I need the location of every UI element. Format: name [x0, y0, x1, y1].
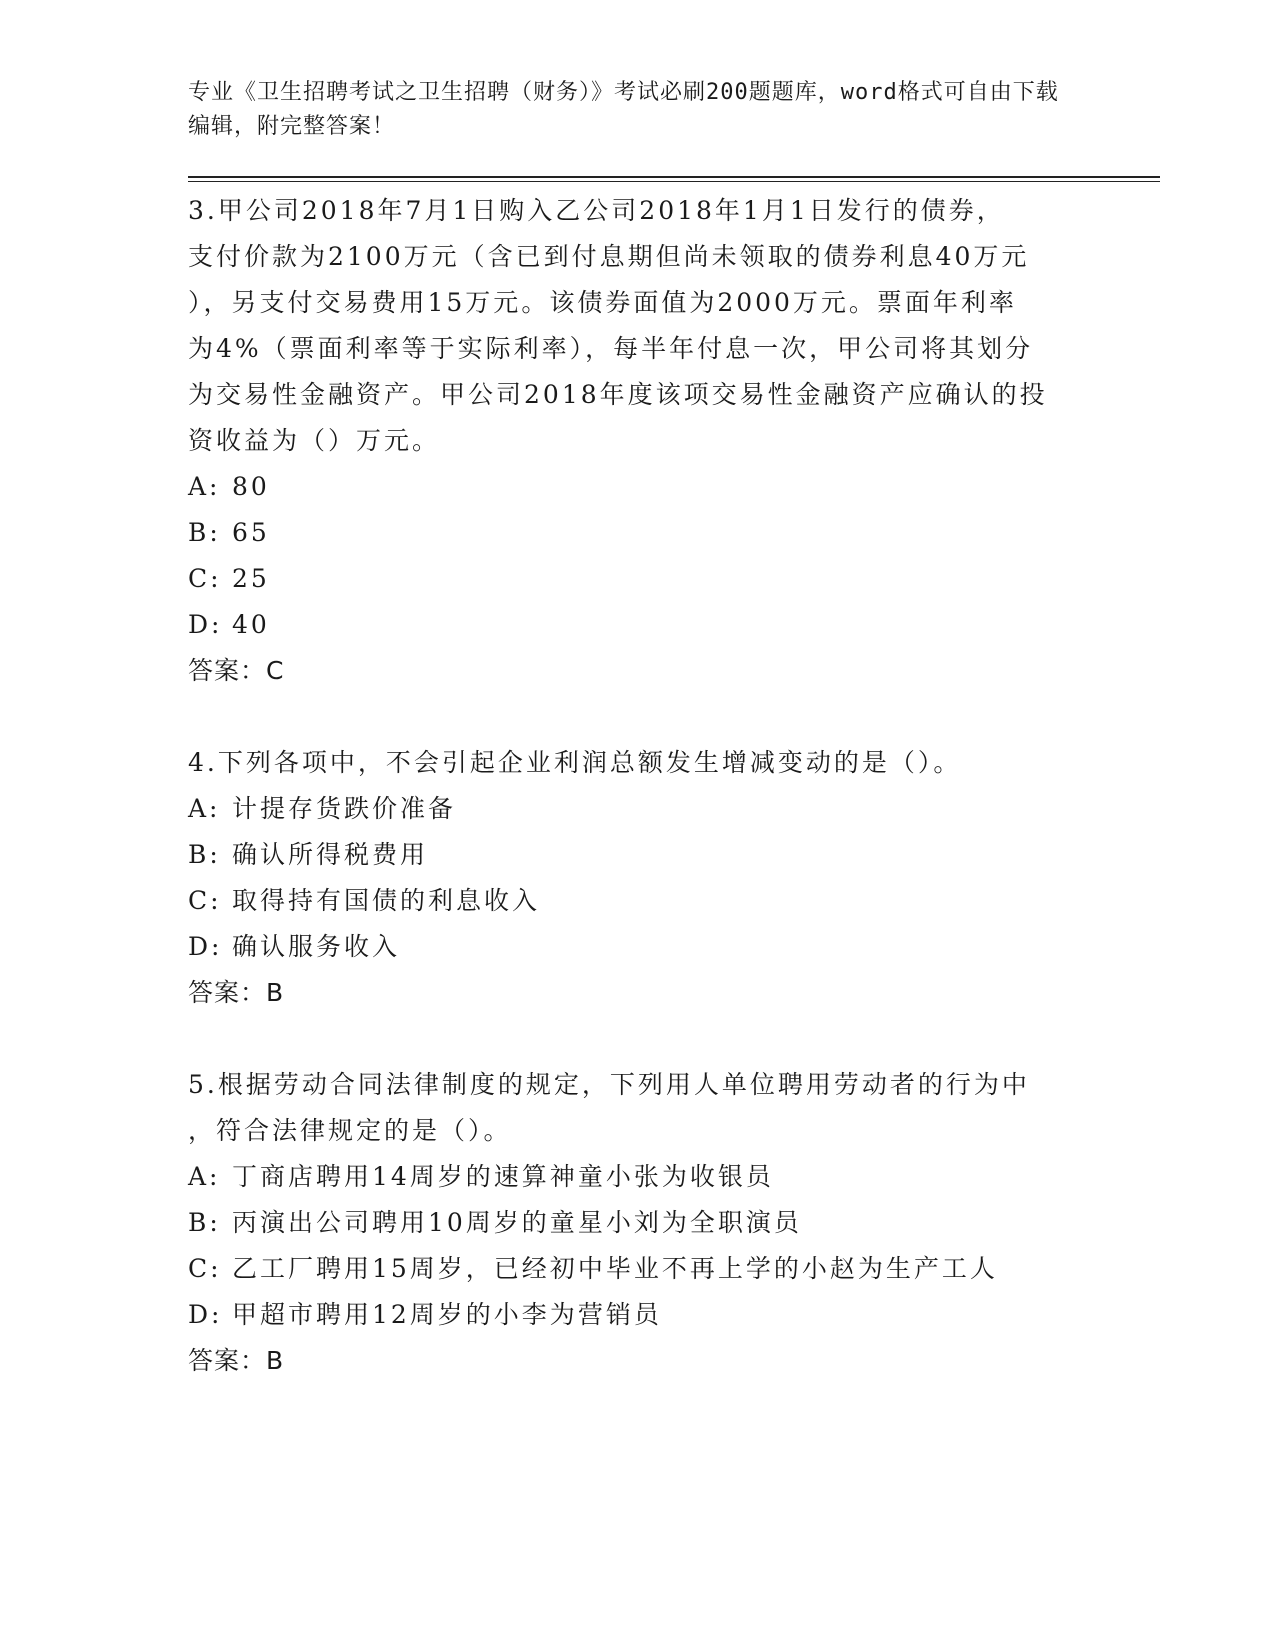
question-spacer [188, 1016, 1088, 1062]
question-4-option-a [188, 786, 1088, 832]
question-5-option-c [188, 1246, 1088, 1292]
option-text: 确认所得税费用 [232, 840, 429, 869]
question-spacer [188, 694, 1088, 740]
option-key: B: [188, 518, 221, 547]
option-text: 25 [232, 564, 270, 593]
option-text: 确认服务收入 [232, 932, 401, 961]
question-3-line-2: 支付价款为2100万元（含已到付息期但尚未领取的债券利息40万元 [188, 242, 1030, 271]
question-3-line-5: 为交易性金融资产。甲公司2018年度该项交易性金融资产应确认的投 [188, 380, 1048, 409]
option-key: C: [188, 564, 222, 593]
option-key: D: [188, 932, 223, 961]
question-3-line-6: 资收益为（）万元。 [188, 426, 441, 455]
option-key: D: [188, 1300, 223, 1329]
question-4-answer: 答案：B [188, 978, 285, 1007]
option-text: 65 [232, 518, 270, 547]
question-3-line-1: 3.甲公司2018年7月1日购入乙公司2018年1月1日发行的债券， [188, 196, 1005, 225]
question-3-line-3: ），另支付交易费用15万元。该债券面值为2000万元。票面年利率 [188, 288, 1017, 317]
option-key: A: [188, 1162, 221, 1191]
question-5-line-1: 5.根据劳动合同法律制度的规定，下列用人单位聘用劳动者的行为中 [188, 1070, 1030, 1099]
header-rule-thick [188, 176, 1160, 178]
option-text: 40 [232, 610, 270, 639]
option-key: C: [188, 1254, 222, 1283]
question-5-option-d [188, 1292, 1088, 1338]
question-list [188, 188, 1088, 1384]
question-5 [188, 1062, 1088, 1384]
question-3-option-c [188, 556, 1088, 602]
option-text: 计提存货跌价准备 [232, 794, 457, 823]
question-3-option-d [188, 602, 1088, 648]
question-5-line-2: ，符合法律规定的是（）。 [188, 1116, 512, 1145]
option-key: B: [188, 840, 221, 869]
question-3 [188, 188, 1088, 694]
question-5-option-b [188, 1200, 1088, 1246]
option-key: A: [188, 472, 221, 501]
question-4-line-1: 4.下列各项中，不会引起企业利润总额发生增减变动的是（）。 [188, 748, 962, 777]
document-header [188, 76, 1068, 144]
question-5-answer: 答案：B [188, 1346, 285, 1375]
option-key: A: [188, 794, 221, 823]
question-3-line-4: 为4%（票面利率等于实际利率），每半年付息一次，甲公司将其划分 [188, 334, 1034, 363]
question-5-option-a [188, 1154, 1088, 1200]
option-text: 取得持有国债的利息收入 [232, 886, 541, 915]
option-text: 乙工厂聘用15周岁，已经初中毕业不再上学的小赵为生产工人 [232, 1254, 998, 1283]
question-4-option-c [188, 878, 1088, 924]
question-3-answer: 答案：C [188, 656, 285, 685]
option-key: B: [188, 1208, 221, 1237]
question-4-option-d [188, 924, 1088, 970]
option-text: 甲超市聘用12周岁的小李为营销员 [232, 1300, 662, 1329]
option-text: 丁商店聘用14周岁的速算神童小张为收银员 [232, 1162, 774, 1191]
header-rule-thin [188, 181, 1160, 182]
question-3-option-b [188, 510, 1088, 556]
option-text: 80 [232, 472, 270, 501]
option-text: 丙演出公司聘用10周岁的童星小刘为全职演员 [232, 1208, 802, 1237]
option-key: D: [188, 610, 223, 639]
question-4-option-b [188, 832, 1088, 878]
option-key: C: [188, 886, 222, 915]
header-title: 专业《卫生招聘考试之卫生招聘（财务）》考试必刷200题题库，word格式可自由下载编辑，附完整答案！ [188, 80, 1059, 139]
question-3-option-a [188, 464, 1088, 510]
question-4 [188, 740, 1088, 1016]
